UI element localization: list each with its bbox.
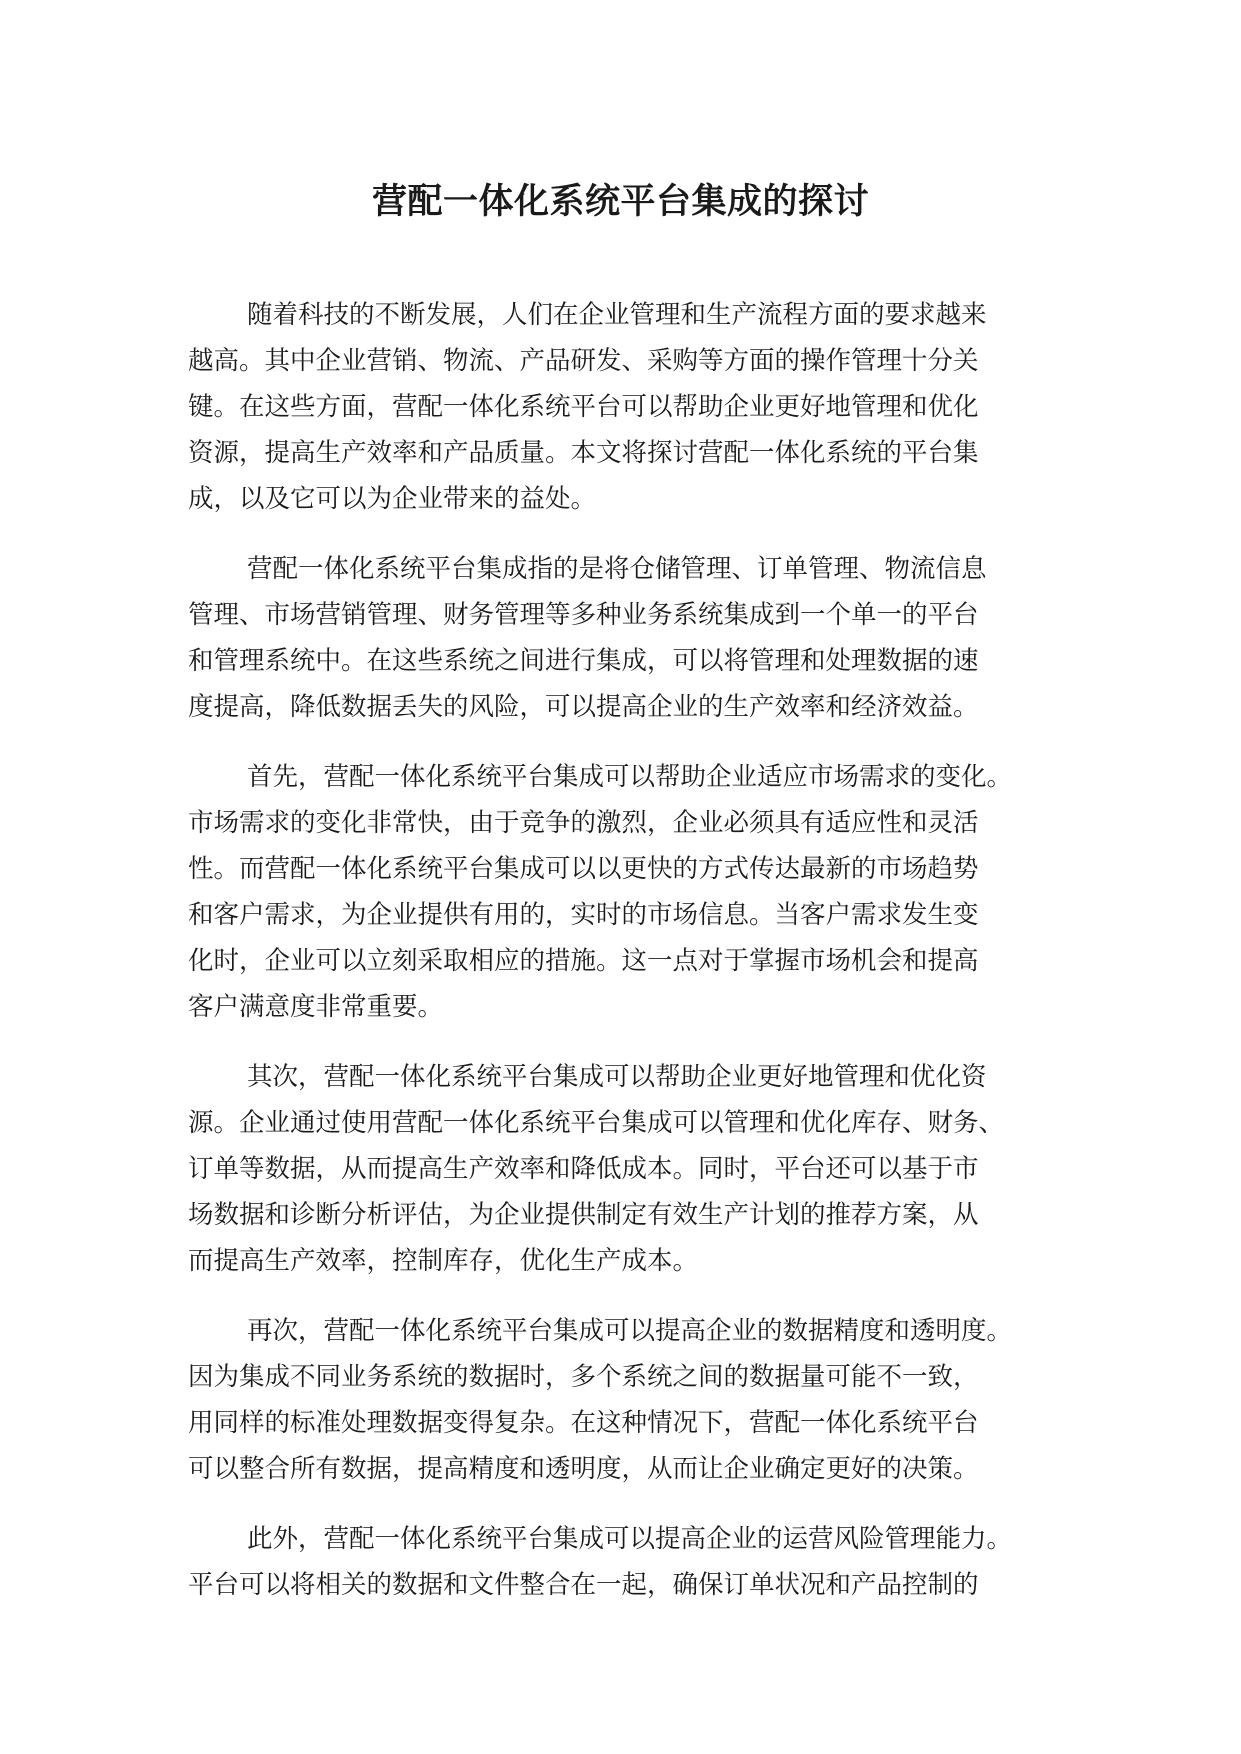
paragraph-line: 资源，提高生产效率和产品质量。本文将探讨营配一体化系统的平台集 [188,438,979,468]
paragraph-3 [188,754,1053,1030]
paragraph-line: 管理、市场营销管理、财务管理等多种业务系统集成到一个单一的平台 [188,600,979,630]
paragraph-line: 其次，营配一体化系统平台集成可以帮助企业更好地管理和优化资 [247,1062,987,1092]
paragraph-line: 此外，营配一体化系统平台集成可以提高企业的运营风险管理能力。 [247,1524,1013,1554]
paragraph-line: 化时，企业可以立刻采取相应的措施。这一点对于掌握市场机会和提高 [188,946,979,976]
paragraph-line: 越高。其中企业营销、物流、产品研发、采购等方面的操作管理十分关 [188,346,979,376]
document-title: 营配一体化系统平台集成的探讨 [371,182,869,222]
paragraph-line: 而提高生产效率，控制库存，优化生产成本。 [188,1246,699,1276]
paragraph-line: 性。而营配一体化系统平台集成可以以更快的方式传达最新的市场趋势 [188,854,979,884]
paragraph-line: 源。企业通过使用营配一体化系统平台集成可以管理和优化库存、财务、 [188,1108,1005,1138]
paragraph-line: 再次，营配一体化系统平台集成可以提高企业的数据精度和透明度。 [247,1316,1013,1346]
paragraph-line: 平台可以将相关的数据和文件整合在一起，确保订单状况和产品控制的 [188,1570,979,1600]
paragraph-line: 市场需求的变化非常快，由于竞争的激烈，企业必须具有适应性和灵活 [188,808,979,838]
paragraph-5 [188,1308,1053,1492]
paragraph-line: 场数据和诊断分析评估，为企业提供制定有效生产计划的推荐方案，从 [188,1200,979,1230]
paragraph-line: 营配一体化系统平台集成指的是将仓储管理、订单管理、物流信息 [247,554,987,584]
paragraph-line: 可以整合所有数据，提高精度和透明度，从而让企业确定更好的决策。 [188,1454,979,1484]
paragraph-line: 度提高，降低数据丢失的风险，可以提高企业的生产效率和经济效益。 [188,692,979,722]
document-body [188,292,1053,1632]
paragraph-4 [188,1054,1053,1284]
paragraph-line: 用同样的标准处理数据变得复杂。在这种情况下，营配一体化系统平台 [188,1408,979,1438]
paragraph-line: 客户满意度非常重要。 [188,992,444,1022]
paragraph-line: 和管理系统中。在这些系统之间进行集成，可以将管理和处理数据的速 [188,646,979,676]
paragraph-2 [188,546,1053,730]
paragraph-line: 首先，营配一体化系统平台集成可以帮助企业适应市场需求的变化。 [247,762,1013,792]
paragraph-line: 和客户需求，为企业提供有用的，实时的市场信息。当客户需求发生变 [188,900,979,930]
paragraph-1 [188,292,1053,522]
paragraph-line: 订单等数据，从而提高生产效率和降低成本。同时，平台还可以基于市 [188,1154,979,1184]
paragraph-line: 因为集成不同业务系统的数据时，多个系统之间的数据量可能不一致， [188,1362,979,1392]
paragraph-6 [188,1516,1053,1608]
paragraph-line: 键。在这些方面，营配一体化系统平台可以帮助企业更好地管理和优化 [188,392,979,422]
paragraph-line: 成，以及它可以为企业带来的益处。 [188,484,597,514]
paragraph-line: 随着科技的不断发展，人们在企业管理和生产流程方面的要求越来 [247,300,987,330]
